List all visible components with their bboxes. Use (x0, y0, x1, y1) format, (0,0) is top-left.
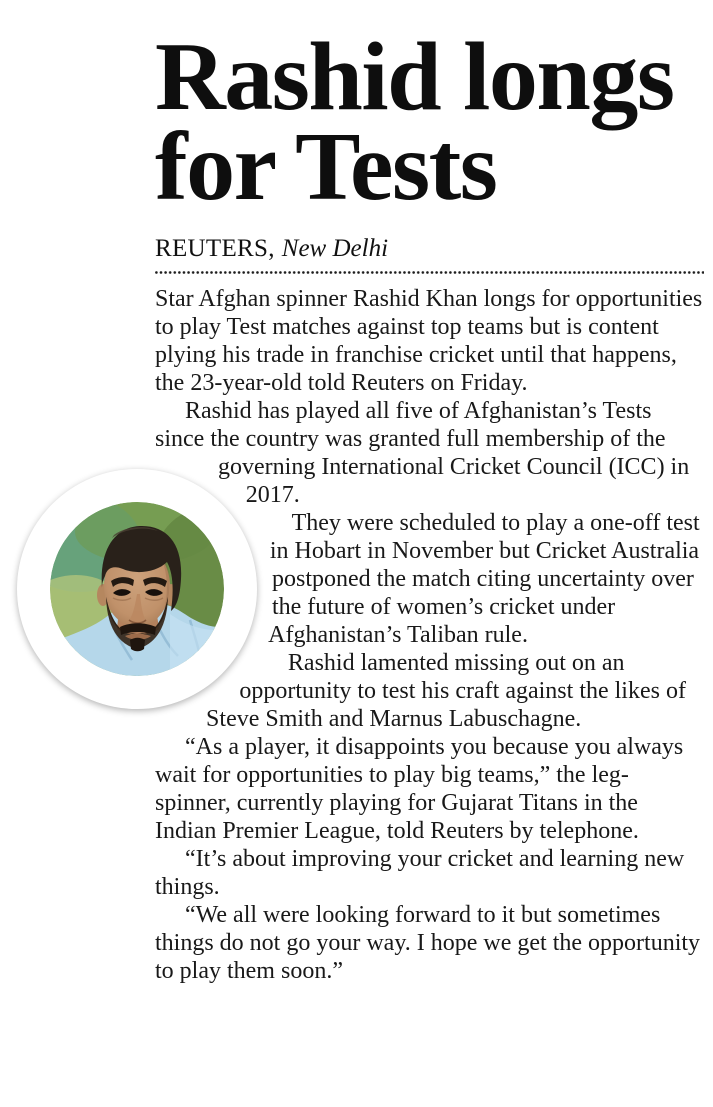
paragraph-3: They were scheduled to play a one-off test in Hobart in November but Cricket Australia postponed the match citing uncertainty over the future of women’s cricket under Afghanistan’s Taliban rule. (268, 510, 700, 649)
byline-location: New Delhi (281, 235, 389, 263)
rashid-portrait-illustration (50, 502, 224, 676)
article-column (155, 0, 704, 985)
photo-frame (17, 469, 257, 709)
paragraph-2: Rashid has played all five of Afghanistan’s Tests since the country was granted full membership of the governing International Cricket Council (ICC) in 2017. (155, 398, 690, 509)
paragraph-1: Star Afghan spinner Rashid Khan longs for opportunities to play Test matches against top teams but is content plying his trade in franchise cricket until that happens, the 23-year-old told Reuters on Friday. (155, 286, 703, 397)
paragraph-5: “As a player, it disappoints you because you always wait for opportunities to play big teams,” the leg-spinner, currently playing for Gujarat Titans in the Indian Premier League, told Reuters by telephone. (155, 734, 684, 845)
paragraph-7: “We all were looking forward to it but sometimes things do not go your way. I hope we get the opportunity to play them soon.” (155, 902, 701, 985)
byline (155, 236, 704, 262)
rashid-photo (50, 502, 224, 676)
dotted-divider (155, 271, 704, 274)
paragraph-6: “It’s about improving your cricket and learning new things. (155, 846, 685, 901)
headline: Rashid longs for Tests (155, 23, 674, 222)
paragraph-4: Rashid lamented missing out on an opportunity to test his craft against the likes of Steve Smith and Marnus Labuschagne. (206, 650, 686, 733)
byline-agency: REUTERS, (155, 235, 275, 263)
